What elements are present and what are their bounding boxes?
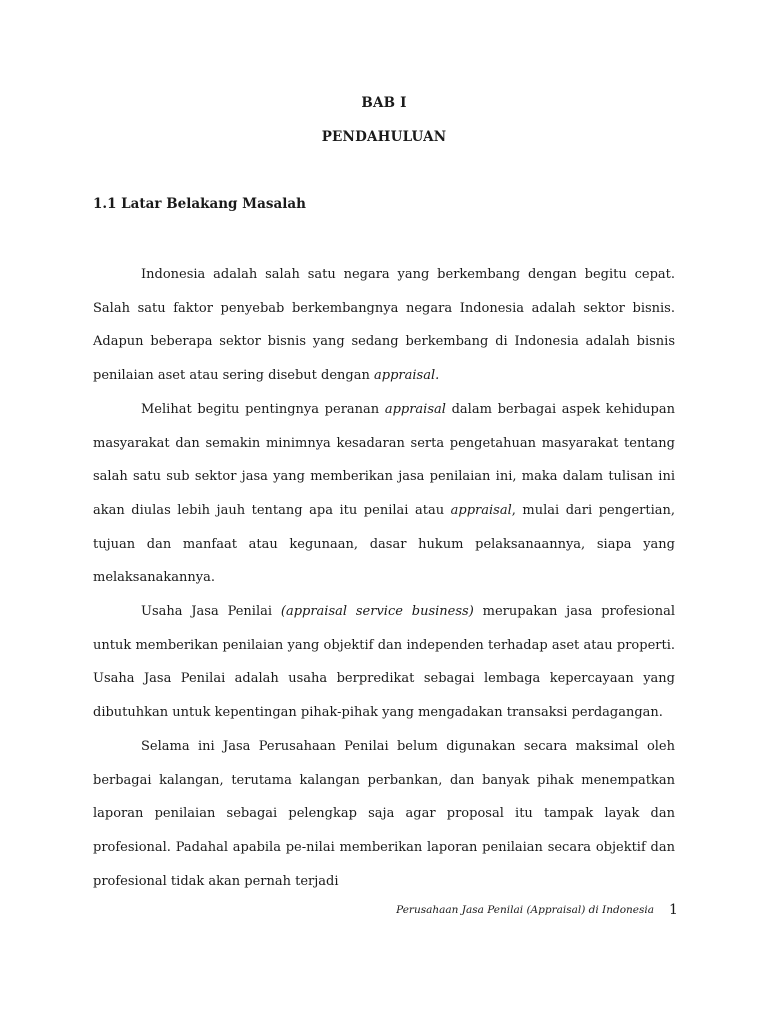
italic-term: appraisal — [384, 401, 446, 417]
text-run: merupakan jasa profesional untuk memberikan penilaian yang objektif dan independen terhadap aset atau properti. Usaha Jasa Penilai adalah usaha berpredikat sebagai lembaga kepercayaan yang dibutuhkan untuk kepentingan pihak-pihak yang mengadakan transaksi perdagangan. — [93, 604, 676, 721]
text-run: dalam berbagai aspek kehidupan masyarakat dan semakin minimnya kesadaran serta pengetahuan masyarakat tentang salah satu sub sektor jasa yang memberikan jasa penilaian ini, maka dalam tulisan ini akan diulas lebih jauh tentang apa itu penilai atau — [93, 401, 675, 518]
paragraph — [93, 393, 675, 595]
italic-term: appraisal — [450, 502, 512, 518]
running-title: Perusahaan Jasa Penilai (Appraisal) di Indonesia — [396, 904, 654, 916]
italic-term: (appraisal service business) — [280, 604, 474, 620]
italic-term: appraisal. — [374, 368, 440, 384]
body-text — [93, 258, 675, 898]
page-footer — [0, 902, 768, 922]
page-number: 1 — [669, 902, 678, 918]
paragraph — [93, 730, 675, 899]
text-run: Melihat begitu pentingnya peranan — [141, 401, 385, 417]
text-run: Usaha Jasa Penilai — [141, 604, 281, 620]
text-run: Selama ini Jasa Perusahaan Penilai belum digunakan secara maksimal oleh berbagai kalangan, terutama kalangan perbankan, dan banyak pihak menempatkan laporan penilaian sebagai pelengkap saja agar proposal itu tampak layak dan profesional. Padahal apabila pe-nilai memberikan laporan penilaian secara objektif dan profesional tidak akan pernah terjadi — [93, 738, 675, 889]
chapter-title: PENDAHULUAN — [321, 129, 447, 145]
paragraph — [93, 595, 675, 730]
section-heading: 1.1 Latar Belakang Masalah — [93, 196, 306, 212]
chapter-number: BAB I — [361, 95, 407, 111]
paragraph — [93, 258, 675, 393]
text-run: , mulai dari pengertian, tujuan dan manfaat atau kegunaan, dasar hukum pelaksanaannya, siapa yang melaksanakannya. — [93, 502, 675, 586]
text-run: Indonesia adalah salah satu negara yang berkembang dengan begitu cepat. Salah satu faktor penyebab berkembangnya negara Indonesia adalah sektor bisnis. Adapun beberapa sektor bisnis yang sedang berkembang di Indonesia adalah bisnis penilaian aset atau sering disebut dengan — [93, 267, 675, 384]
